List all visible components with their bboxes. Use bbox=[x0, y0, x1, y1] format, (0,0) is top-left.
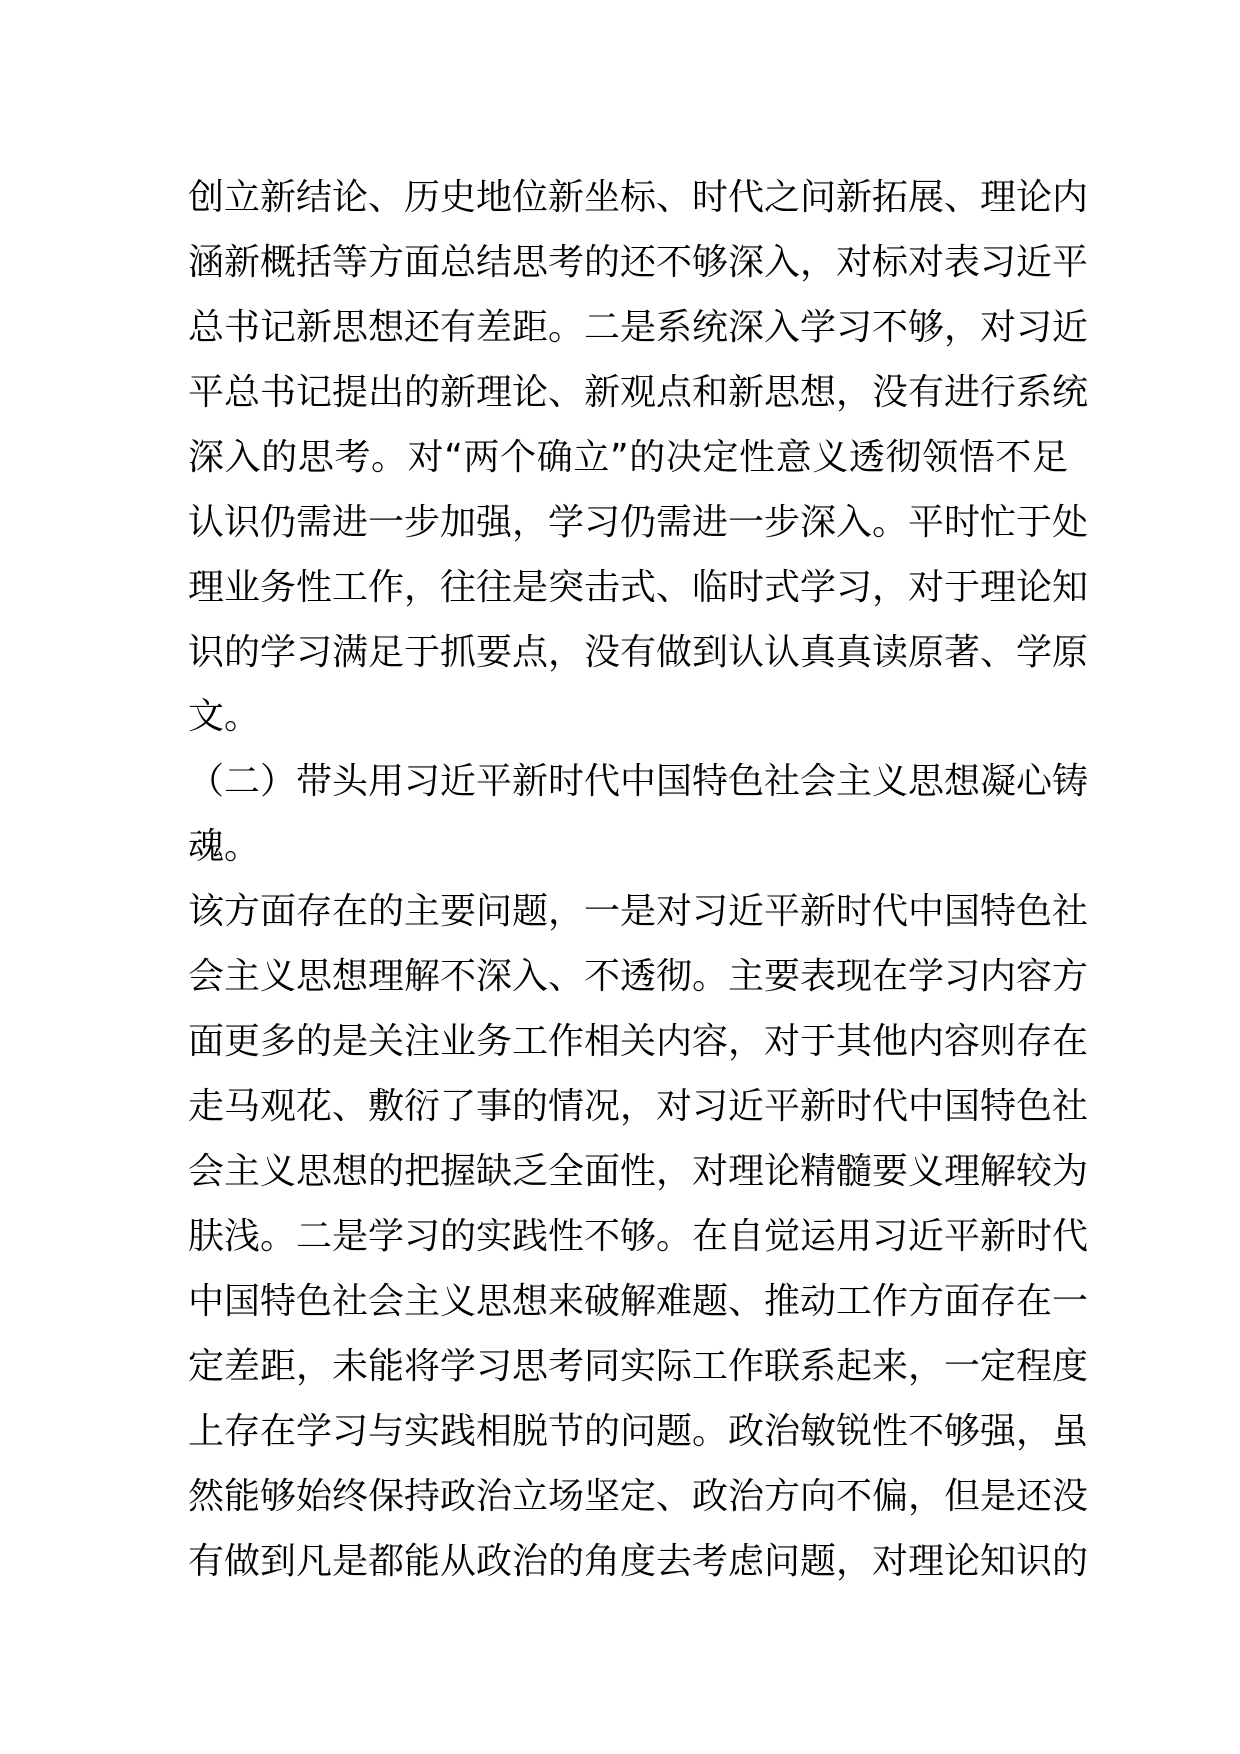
text-line: 平总书记提出的新理论、新观点和新思想，没有进行系统 bbox=[188, 372, 1089, 413]
text-line: 深入的思考。对“两个确立”的决定性意义透彻领悟不足 bbox=[188, 437, 1068, 478]
text-line: 文。 bbox=[188, 696, 261, 737]
text-line: 定差距，未能将学习思考同实际工作联系起来，一定程度 bbox=[188, 1346, 1089, 1387]
text-line: 认识仍需进一步加强，学习仍需进一步深入。平时忙于处 bbox=[188, 502, 1089, 543]
text-line: 涵新概括等方面总结思考的还不够深入，对标对表习近平 bbox=[188, 242, 1089, 283]
text-line: 肤浅。二是学习的实践性不够。在自觉运用习近平新时代 bbox=[188, 1216, 1089, 1257]
text-line: 会主义思想的把握缺乏全面性，对理论精髓要义理解较为 bbox=[188, 1151, 1089, 1192]
text-line: 该方面存在的主要问题，一是对习近平新时代中国特色社 bbox=[188, 891, 1089, 932]
text-line: 中国特色社会主义思想来破解难题、推动工作方面存在一 bbox=[188, 1281, 1089, 1322]
text-line: 走马观花、敷衍了事的情况，对习近平新时代中国特色社 bbox=[188, 1086, 1089, 1127]
section-heading-continued: 魂。 bbox=[188, 826, 261, 867]
text-line: 创立新结论、历史地位新坐标、时代之问新拓展、理论内 bbox=[188, 177, 1089, 218]
text-line: 上存在学习与实践相脱节的问题。政治敏锐性不够强，虽 bbox=[188, 1411, 1089, 1452]
text-line: 然能够始终保持政治立场坚定、政治方向不偏，但是还没 bbox=[188, 1476, 1089, 1517]
text-line: 识的学习满足于抓要点，没有做到认认真真读原著、学原 bbox=[188, 632, 1089, 673]
text-line: 理业务性工作，往往是突击式、临时式学习，对于理论知 bbox=[188, 567, 1089, 608]
text-line: 面更多的是关注业务工作相关内容，对于其他内容则存在 bbox=[188, 1021, 1089, 1062]
text-line: 总书记新思想还有差距。二是系统深入学习不够，对习近 bbox=[188, 307, 1089, 348]
text-line: 有做到凡是都能从政治的角度去考虑问题，对理论知识的 bbox=[188, 1541, 1089, 1582]
text-line: 会主义思想理解不深入、不透彻。主要表现在学习内容方 bbox=[188, 956, 1089, 997]
section-heading: （二）带头用习近平新时代中国特色社会主义思想凝心铸 bbox=[188, 761, 1089, 802]
